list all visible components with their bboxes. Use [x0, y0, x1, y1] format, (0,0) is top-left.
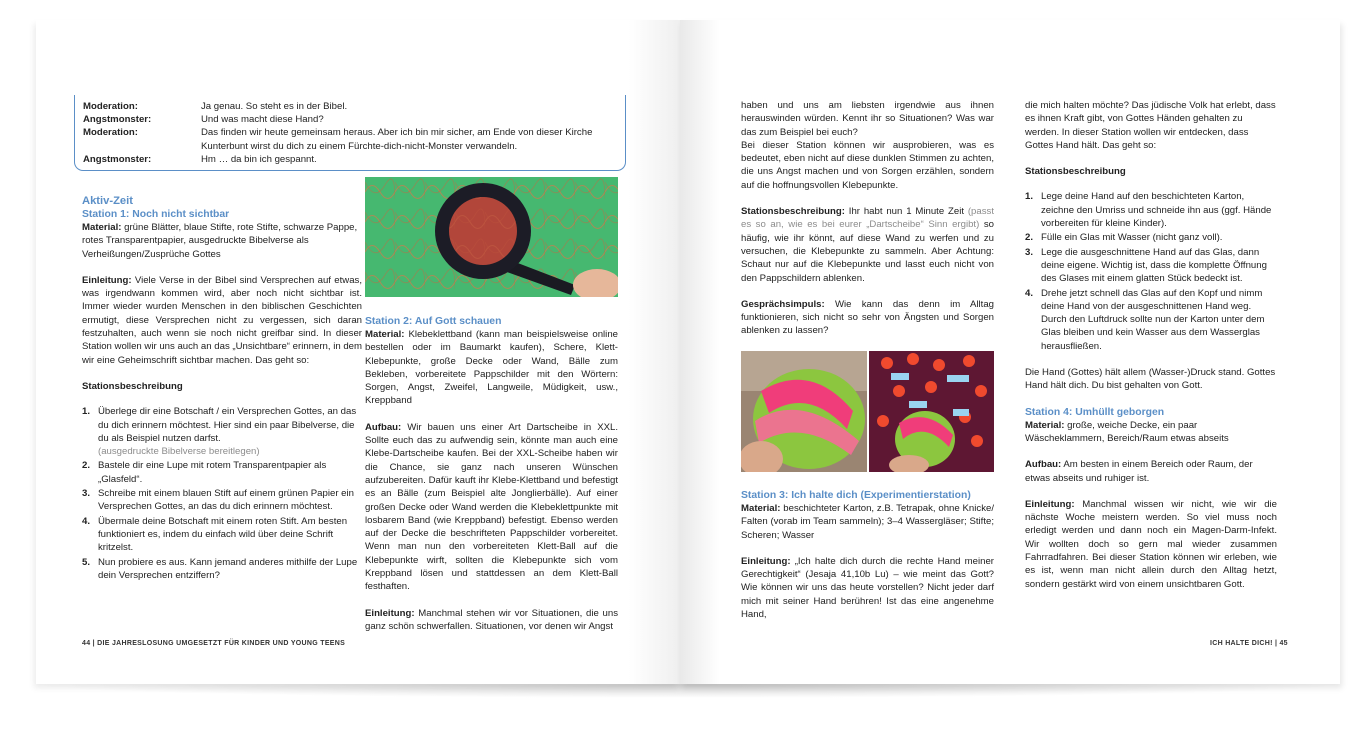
text: Viele Verse in der Bibel sind Versprechen auf etwas, was irgendwann kommen wird, aber noch nicht sichtbar ist. Immer wieder wurden Menschen in den biblischen Geschichten ermutigt, diese Versprechen nicht zu vergessen, sich daran festzuhalten, auch wenn sie noch nicht greifbar sind. In dieser Station wollen wir uns auch an das „Unsichtbare“ erinnern, in dem wir eine Geheimschrift sichtbar machen. Das geht so: — [82, 274, 362, 366]
step-text: Nun probiere es aus. Kann jemand anderes mithilfe der Lupe dein Versprechen entziffern? — [98, 556, 358, 581]
ball-photo-2 — [869, 351, 994, 472]
material-paragraph — [365, 328, 618, 408]
step-number: 5. — [82, 556, 91, 568]
paragraph: Bei dieser Station können wir ausprobieren, was es bedeutet, eben nicht auf diese dunklen Stimmen zu achten, die uns Angst machen und von Sorgen erzählen, sondern auf die hoffnungsvollen Klebepunkte. — [741, 139, 994, 191]
step-list — [82, 405, 362, 582]
speech: Das finden wir heute gemeinsam heraus. Aber ich bin mir sicher, am Ende von dieser Kirche Kunterbunt wirst du dich zu einem Fürchte-dich-nicht-Monster verwandeln. — [201, 127, 593, 152]
step-text: Schreibe mit einem blauen Stift auf einem grünen Papier ein Versprechen Gottes, an das du dich erinnern möchtest. — [98, 488, 354, 513]
einleitung-paragraph — [82, 274, 362, 367]
text: „Ich halte dich durch die rechte Hand meiner Gerechtigkeit“ (Jesaja 41,10b Lu) – wie meint das Gott? Wie können wir uns das heute vorstellen? Nicht jeder darf mich mit seiner Hand berühren! Ist das eine angenehme Hand, — [741, 555, 994, 621]
station-heading: Station 4: Umhüllt geborgen — [1025, 406, 1165, 418]
note: (passt es so an, wie es bei eurer „Dartscheibe“ Sinn ergibt) — [741, 206, 994, 231]
list-item — [1025, 246, 1277, 286]
speaker: Moderation: — [83, 127, 138, 139]
ball-photo-1 — [741, 351, 867, 472]
speech: Und was macht diese Hand? — [201, 114, 324, 126]
material-paragraph — [82, 221, 362, 261]
text: grüne Blätter, blaue Stifte, rote Stifte, schwarze Pappe, rotes Transparentpapier, ausgedruckte Bibelverse als Verheißungen/Zusprüche Gottes — [82, 222, 358, 260]
step-number: 2. — [1025, 232, 1034, 244]
label: Material: — [1025, 419, 1065, 431]
label: Einleitung: — [365, 607, 415, 619]
stationsbeschreibung-paragraph — [741, 205, 994, 285]
text: große, weiche Decke, ein paar Wäscheklammern, Bereich/Raum etwas abseits — [1025, 419, 1229, 444]
list-item — [82, 556, 362, 583]
aufbau-paragraph — [1025, 458, 1277, 485]
text: Am besten in einem Bereich oder Raum, der etwas abseits und ruhiger ist. — [1025, 459, 1253, 484]
list-item — [1025, 190, 1277, 230]
speaker: Moderation: — [83, 101, 138, 112]
magnifier-photo — [365, 177, 618, 297]
label: Aufbau: — [365, 421, 402, 433]
list-item — [1025, 287, 1277, 353]
label: Material: — [741, 503, 781, 514]
step-text: Bastele dir eine Lupe mit rotem Transparentpapier als „Glasfeld“. — [98, 460, 327, 485]
section-heading: Aktiv-Zeit — [82, 195, 133, 207]
text: Manchmal wissen wir nicht, wie wir die nächste Woche meistern werden. So viel muss noch erledigt werden und dann noch ein Magen-Darm-Infekt. Wir wollten doch so gern mal wieder zusammen Fahrradfahren. Bei dieser Station können wir erleben, wie es ist, wenn man nicht allein durch den Alltag hetzt, sondern gestärkt wird von einem unsichtbaren Gott. — [1025, 498, 1277, 590]
label: Material: — [82, 222, 122, 233]
text: Klebeklettband (kann man beispielsweise online bestellen oder im Baumarkt kaufen), Schere, Klett-Klebepunkte, große Decke oder Wand, Bälle zum Bekleben, vorbereitete Pappschilder mit den Wörtern: Sorgen, Angst, Zweifel, Langweile, Müdigkeit, usw., Kreppband — [365, 329, 618, 407]
step-number: 1. — [82, 406, 91, 418]
dartboard-illustration — [869, 351, 994, 472]
text: so häufig, wie ihr könnt, auf diese Wand zu werfen und zu versuchen, die Klebepunkte zu sammeln. Aber Achtung: Schaut nur auf die Klebepunkte und lasst euch nicht von den Pappschildern ablenken. — [741, 219, 994, 284]
aufbau-paragraph — [365, 421, 618, 594]
step-number: 3. — [1025, 246, 1034, 258]
station-heading: Station 1: Noch nicht sichtbar — [82, 209, 230, 220]
step-text: Drehe jetzt schnell das Glas auf den Kopf und nimm deine Hand von der ausgeschnittenen Hand weg. Durch den Luftdruck sollte nun der Karton unter dem Glas bleiben und kein Wasser aus dem Wasserglas herausfließen. — [1041, 287, 1265, 352]
step-list — [1025, 190, 1277, 353]
dialogue-line — [83, 113, 615, 126]
right-column-1 — [741, 99, 994, 338]
text: Manchmal stehen wir vor Situationen, die uns ganz schön schwerfallen. Situationen, vor denen wir Angst — [365, 607, 618, 632]
label: Einleitung: — [741, 555, 791, 567]
speech: Ja genau. So steht es in der Bibel. — [201, 101, 348, 112]
page-footer-right: ICH HALTE DICH! | 45 — [1210, 640, 1288, 647]
left-column-1 — [82, 194, 362, 583]
step-number: 2. — [82, 460, 91, 472]
label: Aufbau: — [1025, 459, 1062, 471]
material-paragraph — [741, 502, 994, 542]
dialogue-line — [83, 100, 615, 113]
label: Gesprächsimpuls: — [741, 298, 825, 310]
text: Wir bauen uns einer Art Dartscheibe in XXL. Sollte euch das zu aufwendig sein, könnte man auch eine Klebe-Dartscheibe kaufen. Bei der XXL-Scheibe haben wir die Chance, sie ganz nach unseren Wünschen aufzubereiten. Dafür kauft ihr Klebe-Klettband und befestigt es an Bälle (zum Beispiel alte Jonglierbälle). Auf einer großen Decke oder Wand werden die Klebeklettpunkte mit losbarem Band (wie Kreppband) befestigt. Ebenso werden auf der Decke die beschrifteten Pappschilder vorbereitet. Wenn man nun den vorbereiteten Klett-Ball auf die Klebepunkte wirft, sollten die Klebepunkte sich vom Kreppband lösen und stattdessen an dem Klett-Ball festhaften. — [365, 421, 618, 593]
step-text: Lege deine Hand auf den beschichteten Karton, zeichne den Umriss und schneide ihn aus (ggf. Hände vorbereiten für kleine Kinder). — [1041, 191, 1272, 230]
right-column-1-lower — [741, 489, 994, 621]
label: Stationsbeschreibung: — [741, 206, 845, 218]
einleitung-paragraph — [1025, 498, 1277, 591]
paragraph: die mich halten möchte? Das jüdische Volk hat erlebt, dass es ihnen Kraft gibt, von Gottes Händen gehalten zu werden. In dieser Station wollen wir entdecken, dass Gottes Hand hält. Das geht so: — [1025, 100, 1276, 151]
dialogue-line — [83, 126, 615, 152]
list-item — [82, 459, 362, 486]
paragraph: haben und uns am liebsten irgendwie aus ihnen herauswinden würden. Kennt ihr so Situationen? Was war das zum Beispiel bei euch? — [741, 100, 994, 138]
magnifier-illustration — [365, 177, 618, 297]
speech: Hm … da bin ich gespannt. — [201, 153, 317, 165]
station-heading: Station 2: Auf Gott schauen — [365, 316, 502, 327]
step-number: 3. — [82, 488, 91, 500]
text: Wie kann das denn im Alltag funktionieren, sich nicht so sehr von Ängsten und Sorgen ablenken zu lassen? — [741, 298, 994, 337]
step-text: Lege die ausgeschnittene Hand auf das Glas, dann deine eigene. Wichtig ist, dass die komplette Öffnung des Glases mit einem glatten Stück bedeckt ist. — [1041, 246, 1267, 285]
list-item — [82, 405, 362, 458]
label: Material: — [365, 329, 405, 340]
ball-illustration — [741, 351, 867, 472]
text: beschichteter Karton, z.B. Tetrapak, ohne Knicke/ Falten (vorab im Team sammeln); 3–4 Wassergläser; Stifte; Scheren; Wasser — [741, 503, 994, 541]
einleitung-paragraph — [365, 607, 618, 634]
material-paragraph — [1025, 419, 1277, 446]
step-number: 4. — [82, 515, 91, 527]
gespraechsimpuls-paragraph — [741, 298, 994, 338]
step-number: 4. — [1025, 287, 1034, 299]
left-column-2 — [365, 315, 618, 633]
list-item — [82, 515, 362, 555]
right-column-2 — [1025, 99, 1277, 591]
subheading: Stationsbeschreibung — [1025, 166, 1126, 178]
page-footer-left: 44 | DIE JAHRESLOSUNG UMGESETZT FÜR KINDER UND YOUNG TEENS — [82, 640, 346, 647]
subheading: Stationsbeschreibung — [82, 380, 183, 392]
step-text: Überlege dir eine Botschaft / ein Versprechen Gottes, an das du dich erinnern möchtest. Hier sind ein paar Bibelverse, die du als Beispiel nutzen darfst. — [98, 406, 357, 444]
speaker: Angstmonster: — [83, 153, 152, 165]
paragraph: Die Hand (Gottes) hält allem (Wasser-)Druck stand. Gottes Hand hält dich. Du bist gehalten von Gott. — [1025, 367, 1276, 392]
step-number: 1. — [1025, 191, 1034, 203]
step-text: Fülle ein Glas mit Wasser (nicht ganz voll). — [1041, 232, 1223, 244]
station-heading: Station 3: Ich halte dich (Experimentierstation) — [741, 490, 971, 501]
list-item — [1025, 231, 1277, 244]
step-note: (ausgedruckte Bibelverse bereitlegen) — [98, 446, 260, 458]
text: Ihr habt nun 1 Minute Zeit — [844, 206, 968, 218]
label: Einleitung: — [1025, 498, 1075, 510]
dialogue-box — [74, 95, 626, 171]
dialogue-line — [83, 153, 615, 166]
label: Einleitung: — [82, 274, 132, 286]
einleitung-paragraph — [741, 555, 994, 621]
list-item — [82, 487, 362, 514]
step-text: Übermale deine Botschaft mit einem roten Stift. Am besten funktioniert es, indem du einfach wild über deine Schrift kritzelst. — [98, 515, 348, 554]
speaker: Angstmonster: — [83, 114, 152, 126]
